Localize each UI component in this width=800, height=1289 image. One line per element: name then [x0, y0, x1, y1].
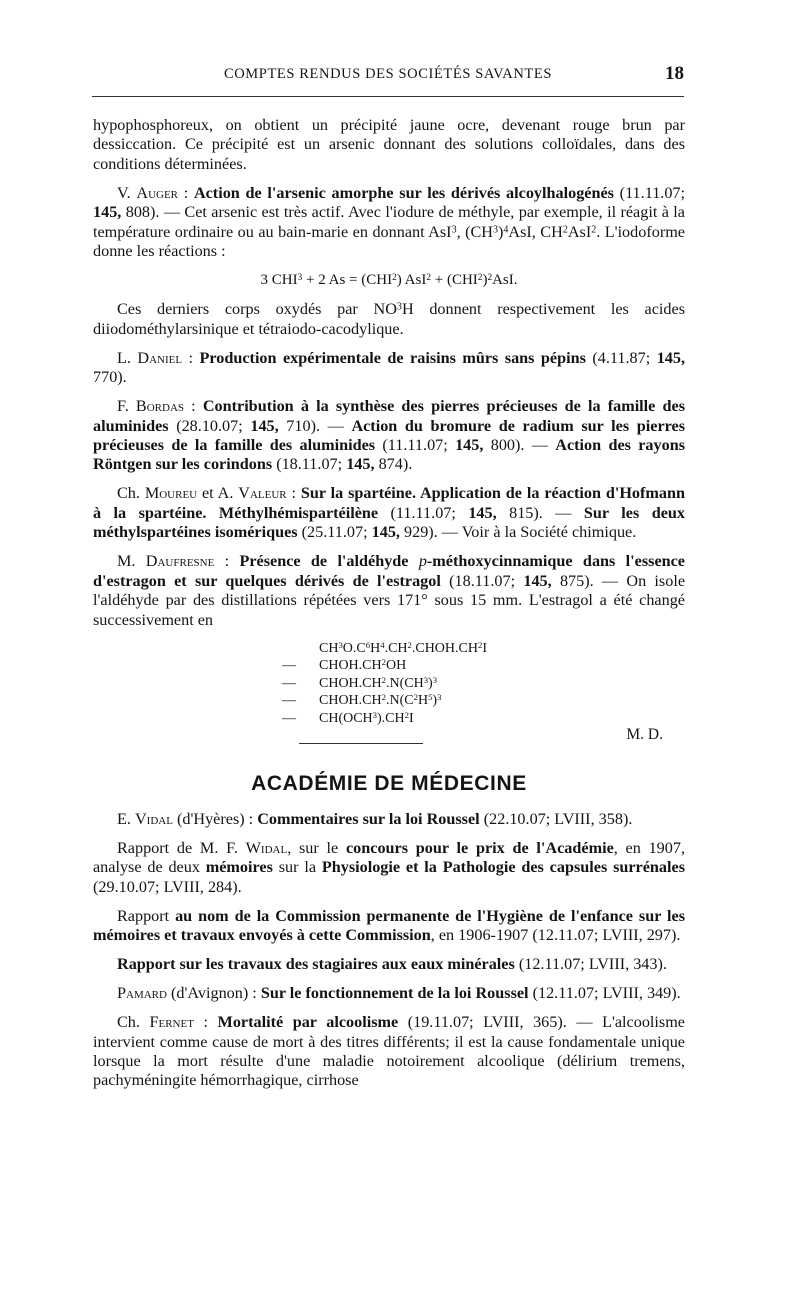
paragraph-continuation: hypophosphoreux, on obtient un précipité jaune ocre, devenant rouge brun par dessiccation. Ce précipité est un arsenic donnant des solutions colloïdales, dans des conditions déterminées.: [93, 116, 685, 173]
entry-stagiaires: Rapport sur les travaux des stagiaires aux eaux minérales (12.11.07; LVIII, 343).: [117, 955, 667, 974]
article-title: Contribution à la synthèse des pierres précieuses de la famille des aluminides: [93, 397, 686, 435]
article-title: Sur les deux méthylspartéines isomériques: [93, 503, 685, 542]
page-body: [93, 116, 685, 1100]
entry-vidal: E. Vidal (d'Hyères) : Commentaires sur la loi Roussel (22.10.07; LVIII, 358).: [117, 809, 633, 828]
author-name: Moureu: [144, 484, 198, 503]
signature: M. D.: [626, 726, 663, 744]
formula-list: [259, 640, 685, 728]
entry-pamard: Pamard (d'Avignon) : Sur le fonctionnement de la loi Roussel (12.11.07; LVIII, 349).: [117, 984, 681, 1003]
author-name: Pamard: [117, 984, 167, 1003]
author-name: Valeur: [238, 484, 287, 503]
page-number: 18: [665, 63, 684, 84]
article-title: Présence de l'aldéhyde: [239, 552, 419, 571]
author-name: Daufresne: [145, 552, 215, 571]
entry-daniel: L. Daniel : Production expérimentale de raisins mûrs sans pépins (4.11.87; 145, 770).: [93, 348, 686, 387]
article-title: Commentaires sur la loi Roussel: [257, 809, 480, 828]
author-name: Auger: [136, 183, 179, 202]
article-title: Rapport sur les travaux des stagiaires aux eaux minérales: [117, 955, 515, 974]
section-divider: [299, 743, 423, 744]
author-name: Widal: [245, 838, 288, 857]
entry-moureu-valeur: Ch. Moureu et A. Valeur : Sur la spartéine. Application de la réaction d'Hofmann à la spartéine. Méthylhémispartéilène (11.11.07; 145, 815). — Sur les deux méthylspartéines isomériques (25.11.07; 145, 929). — Voir à la Société chimique.: [93, 484, 685, 542]
entry-auger-continued: Ces derniers corps oxydés par $NO^3H$ donnent respectivement les acides diiodométhylarsinique et tétraiodo-cacodylique.: [93, 300, 686, 338]
entry-bordas: F. Bordas : Contribution à la synthèse des pierres précieuses de la famille des aluminides (28.10.07; 145, 710). — Action du bromure de radium sur les pierres précieuses de la famille des aluminides (11.11.07; 145, 800). — Action des rayons Röntgen sur les corindons (18.11.07; 145, 874).: [93, 397, 686, 474]
author-name: Bordas: [135, 397, 185, 416]
entry-commission: Rapport au nom de la Commission permanente de l'Hygiène de l'enfance sur les mémoires et travaux envoyés à cette Commission, en 1906-1907 (12.11.07; LVIII, 297).: [93, 906, 685, 945]
formula-row: $CH^3O.C^6H^4.CH^2.CHOH.CH^2I$: [319, 639, 487, 656]
article-title: Production expérimentale de raisins mûrs sans pépins: [199, 348, 586, 367]
author-name: Vidal: [134, 809, 173, 828]
article-title: Sur le fonctionnement de la loi Roussel: [260, 984, 529, 1003]
entry-daufresne: M. Daufresne : Présence de l'aldéhyde p-méthoxycinnamique dans l'essence d'estragon et sur quelques dérivés de l'estragol (18.11.07; 145, 875). — On isole l'aldéhyde par des distillations répétées vers 171° sous 15 mm. L'estragol a été changé successivement en: [93, 552, 685, 629]
entry-fernet: Ch. Fernet : Mortalité par alcoolisme (19.11.07; LVIII, 365). — L'alcoolisme intervient comme cause de mort à des titres différents; il est la cause fondamentale unique lorsque la mort résulte d'une maladie notoirement alcoolique (délirium tremens, pachyméningite hémorrhagique, cirrhose: [93, 1013, 685, 1090]
running-header: [92, 64, 684, 86]
formula-row: — $CHOH.CH^2OH$: [282, 657, 407, 674]
author-name: Fernet: [149, 1013, 194, 1032]
article-title: Action des rayons Röntgen sur les corindons: [93, 436, 686, 474]
article-title: Action de l'arsenic amorphe sur les dérivés alcoylhalogénés: [193, 183, 614, 202]
header-rule: [92, 96, 684, 97]
formula-row: — $CHOH.CH^2.N(C^2H^5)^3$: [282, 692, 442, 709]
author-name: Daniel: [137, 348, 183, 367]
article-title: Sur la spartéine. Application de la réaction d'Hofmann à la spartéine. Méthylhémispartéilène: [93, 484, 685, 522]
reaction-formula: 3 $CHI^3 + 2$ $As = (CHI^2) AsI^2 + (CHI^2)^2AsI$.: [260, 272, 518, 289]
running-title: COMPTES RENDUS DES SOCIÉTÉS SAVANTES: [223, 66, 553, 82]
entry-widal: Rapport de M. F. Widal, sur le concours pour le prix de l'Académie, en 1907, analyse de deux mémoires sur la Physiologie et la Pathologie des capsules surrénales (29.10.07; LVIII, 284).: [93, 838, 686, 896]
article-title: au nom de la Commission permanente de l'Hygiène de l'enfance sur les mémoires et travaux envoyés à cette Commission: [93, 906, 685, 945]
section-title: ACADÉMIE DE MÉDECINE: [251, 772, 527, 796]
formula-row: — $CH(OCH^3).CH^2I$: [282, 709, 414, 726]
formula-row: — $CHOH.CH^2.N(CH^3)^3$: [282, 674, 438, 691]
article-title: Action du bromure de radium sur les pierres précieuses de la famille des aluminides: [93, 416, 686, 455]
article-title: Mortalité par alcoolisme: [217, 1013, 399, 1032]
entry-auger: V. Auger : Action de l'arsenic amorphe sur les dérivés alcoylhalogénés (11.11.07; 145, 808). — Cet arsenic est très actif. Avec l'iodure de méthyle, par exemple, il réagit à la température ordinaire ou au bain-marie en donnant AsI$^3$, $(CH^3)^4AsI$, $CH^2AsI^2$. L'iodoforme donne les réactions :: [93, 183, 686, 261]
